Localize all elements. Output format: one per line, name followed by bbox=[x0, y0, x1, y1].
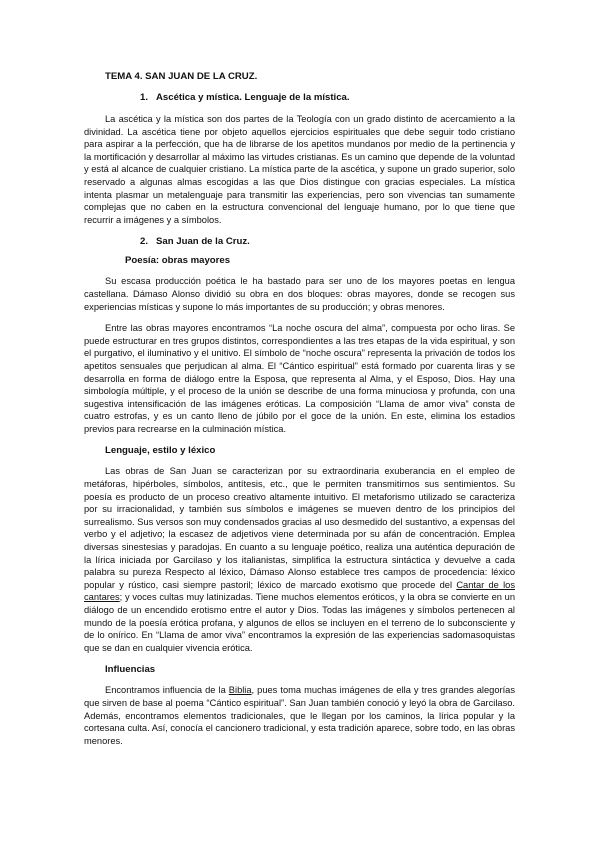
subheading-influencias: Influencias bbox=[105, 664, 156, 676]
lenguaje-text-b: ; y voces cultas muy latinizadas. Tiene muchos elementos eróticos, y la obra se convierte en un diálogo de un encendido erotismo entre el autor y Dios. Todas las imágenes y símbolos pertenecen al mundo de la poesía erótica profana, y algunos de ellos se incluyen en el terreno de lo subconsciente y de lo onírico. En “Llama de amor viva” encontramos la expresión de las experiencias sadomasoquistas que se dan en cualquier vivencia erótica. bbox=[84, 592, 515, 653]
section-2-number: 2. bbox=[140, 236, 149, 248]
influencias-paragraph bbox=[84, 684, 515, 747]
section-1-number: 1. bbox=[140, 92, 149, 103]
document-title: TEMA 4. SAN JUAN DE LA CRUZ. bbox=[105, 71, 258, 82]
biblia-link[interactable]: Biblia bbox=[228, 685, 252, 696]
poesia-paragraph-2: Entre las obras mayores encontramos “La noche oscura del alma”, compuesta por ocho liras. Se puede estructurar en tres grupos distintos, correspondientes a las tres etapas de la vida espiritual, y son el purgativo, el iluminativo y el unitivo. El símbolo de “noche oscura” representa la privación de todos los apetitos sensuales que perjudican al alma. El “Cántico espiritual” está formado por cuarenta liras y se desarrolla en forma de diálogo entre la Esposa, que representa al Alma, y el Esposo, Dios. Hay una simbología múltiple, y el proceso de la unión se describe de una forma minuciosa y profunda, con una sugestiva intensificación de las imágenes eróticas. La composición “Llama de amor viva” consta de cuatro estrofas, y es un canto lleno de júbilo por el goce de la unión. En este, elimina los estadios previos para recrearse en la culminación mística. bbox=[84, 323, 515, 434]
lenguaje-text-a: Las obras de San Juan se caracterizan por su extraordinaria exuberancia en el empleo de metáforas, hipérboles, símbolos, antítesis, etc., que le permiten transmitirnos sus sentimientos. Su poesía es producto de un proceso creativo altamente intuitivo. El metaforismo utilizado se caracteriza por su irracionalidad, y también sus símbolos e imágenes se mueven dentro de los principios del surrealismo. Sus versos son muy condensados gracias al uso desmedido del sustantivo, a expensas del verbo y el adjetivo; la escasez de adjetivos viene determinada por su afán de concentración. Emplea diversas sinestesias y paradojas. En cuanto a su lenguaje poético, realiza una auténtica depuración de la lírica iniciada por Garcilaso y los italianistas, simplifica la estructura sintáctica y devuelve a cada palabra su pureza Respecto al léxico, Dámaso Alonso establece tres campos de procedencia: léxico popular y rústico, casi siempre pastoril; léxico de marcado exotismo que procede del bbox=[84, 466, 515, 590]
influencias-text-a: Encontramos influencia de la bbox=[105, 685, 229, 696]
subheading-lenguaje: Lenguaje, estilo y léxico bbox=[105, 445, 216, 457]
section-1-heading-text: Ascética y mística. Lenguaje de la mística. bbox=[156, 92, 350, 103]
section-1-paragraph: La ascética y la mística son dos partes de la Teología con un grado distinto de acercamiento a la divinidad. La ascética tiene por objeto aquellos ejercicios espirituales que debe seguir todo cristiano para aspirar a la perfección, que ha de librarse de los apetitos mundanos por medio de la pertinencia y la mortificación y desarrollar al máximo las virtudes cristianas. Es un camino que depende de la voluntad y está al alcance de cualquier cristiano. La mística parte de la ascética, y supone un grado superior, solo reservado a algunas almas escogidas a las que Dios distingue con gracias especiales. La mística intenta plasmar un metalenguaje para transmitir las experiencias, pero son vivencias tan sumamente complejas que no caben en la estructura convencional del lenguaje humano, por lo que tiene que recurrir a imágenes y a símbolos. bbox=[84, 114, 515, 225]
lenguaje-paragraph bbox=[84, 465, 515, 654]
subheading-poesia: Poesía: obras mayores bbox=[125, 255, 231, 267]
cantar-link[interactable]: Cantar de los cantares bbox=[84, 579, 516, 603]
influencias-text-b: , pues toma muchas imágenes de ella y tres grandes alegorías que sirven de base al poema “Cántico espiritual”. San Juan también conoció y leyó la obra de Garcilaso. Además, encontramos elementos tradicionales, que le llegan por los caminos, la lírica popular y la cortesana culta. Así, conocía el cancionero tradicional, y esta tradición aparece, sobre todo, en las obras menores. bbox=[84, 685, 516, 746]
section-1-heading bbox=[140, 91, 515, 104]
section-2-heading-text: San Juan de la Cruz. bbox=[156, 236, 250, 248]
section-2-heading bbox=[140, 235, 515, 248]
poesia-paragraph-1: Su escasa producción poética le ha bastado para ser uno de los mayores poetas en lengua castellana. Dámaso Alonso dividió su obra en dos bloques: obras mayores, donde se recogen sus experiencias místicas y supone lo más importantes de su producción; y obras menores. bbox=[84, 276, 515, 312]
